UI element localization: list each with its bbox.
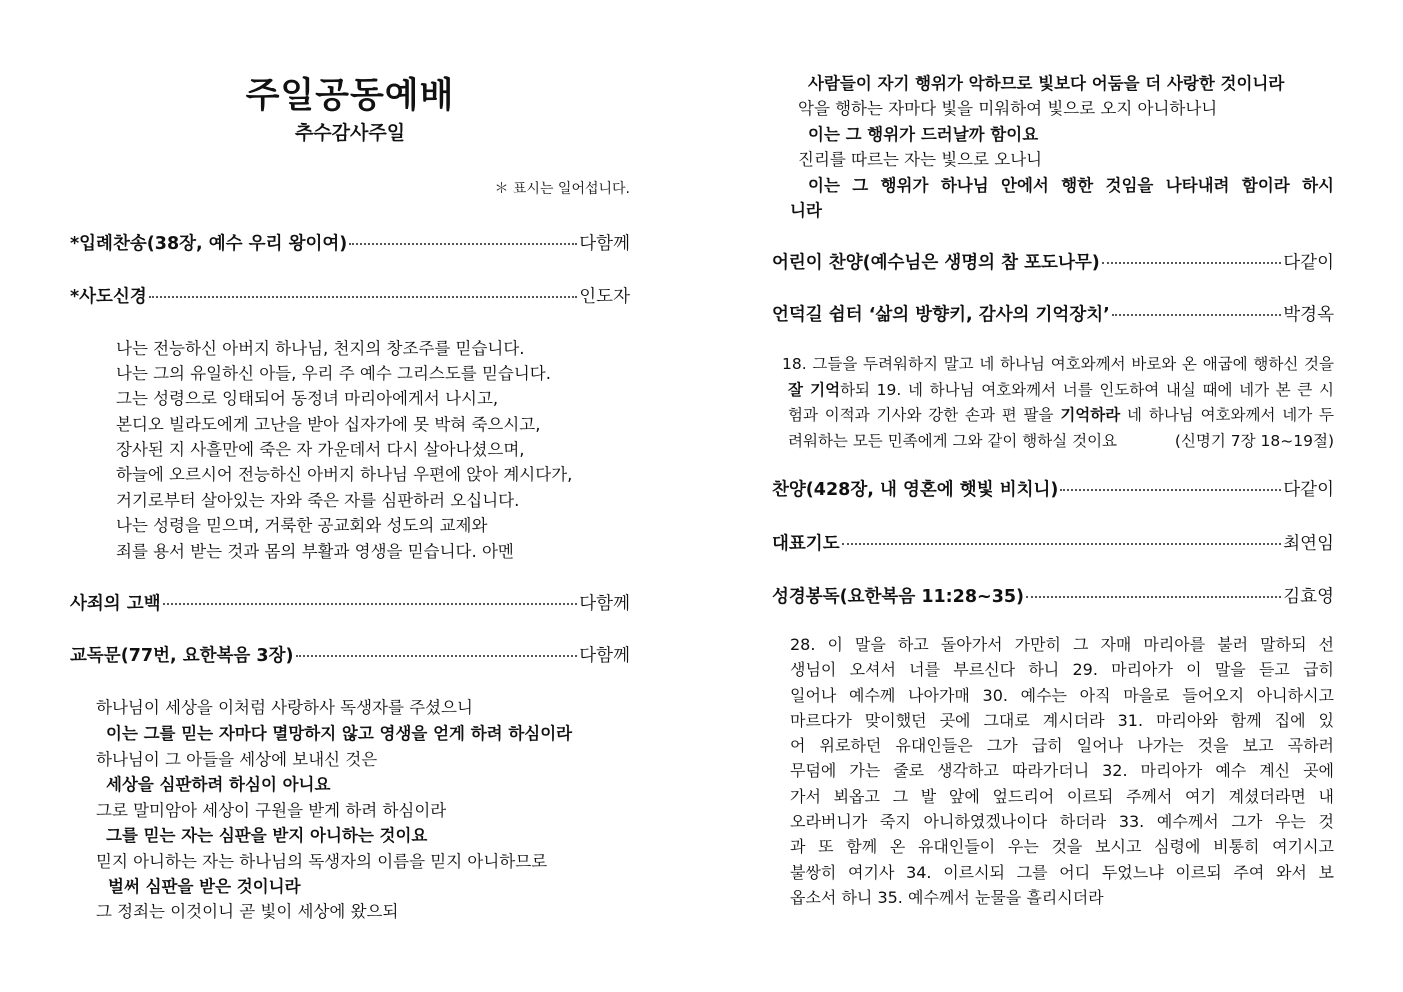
order-leader: 최연임 (1283, 534, 1334, 554)
responsive-leader-line: 그로 말미암아 세상이 구원을 받게 하려 하심이라 (96, 801, 447, 820)
leader-dots (1060, 489, 1281, 491)
passage-line: 가서 뵈옵고 그 발 앞에 엎드리어 이르되 주께서 여기 계셨더라면 내 (790, 786, 1334, 806)
deuteronomy-passage (782, 352, 1334, 454)
responsive-congregation-line: 이는 그를 믿는 자마다 멸망하지 않고 영생을 얻게 하려 하심이라 (106, 724, 573, 743)
order-label: 찬양(428장, 내 영혼에 햇빛 비치니) (772, 480, 1059, 500)
responsive-congregation-line: 사람들이 자기 행위가 악하므로 빛보다 어둠을 더 사랑한 것이니라 (808, 74, 1285, 93)
order-item-children-praise (772, 249, 1334, 274)
order-label: 성경봉독(요한복음 11:28~35) (772, 587, 1025, 607)
passage-text: 험과 이적과 기사와 강한 손과 편 팔을 (788, 406, 1061, 425)
responsive-congregation-line: 니라 (790, 201, 822, 220)
passage-text: 네 하나님 여호와께서 네가 두 (1120, 406, 1334, 425)
passage-line (782, 429, 1334, 455)
passage-line: 과 또 함께 온 유대인들이 우는 것을 보시고 심령에 비통히 여기시고 (790, 837, 1334, 857)
creed-line: 죄를 용서 받는 것과 몸의 부활과 영생을 믿습니다. 아멘 (116, 542, 514, 561)
passage-line: 오라버니가 죽지 아니하였겠나이다 하더라 33. 예수께서 그가 우는 것 (790, 812, 1334, 832)
passage-text: 하되 19. 네 하나님 여호와께서 너를 인도하여 내실 때에 네가 본 큰 시 (840, 380, 1334, 399)
responsive-congregation-line: 벌써 심판을 받은 것이니라 (108, 877, 301, 896)
john-passage (790, 632, 1334, 910)
creed-line: 나는 성령을 믿으며, 거룩한 공교회와 성도의 교제와 (116, 516, 488, 535)
emphasis-text: 잘 기억 (788, 380, 841, 399)
leader-dots (349, 243, 577, 245)
responsive-leader-line: 악을 행하는 자마다 빛을 미워하여 빛으로 오지 아니하나니 (798, 99, 1218, 118)
leader-dots (1112, 314, 1281, 316)
order-item-confession (70, 590, 630, 615)
order-item-responsive-reading (70, 642, 630, 667)
order-label: *사도신경 (70, 287, 147, 307)
passage-line: 18. 그들을 두려워하지 말고 네 하나님 여호와께서 바로와 온 애굽에 행하신 것을 (782, 355, 1334, 373)
passage-text: 려워하는 모든 민족에게 그와 같이 행하실 것이요 (788, 431, 1118, 450)
passage-line: 무덤에 가는 줄로 생각하고 따라가더니 32. 마리아가 예수 계신 곳에 (790, 761, 1334, 781)
order-label: *입례찬송(38장, 예수 우리 왕이여) (70, 234, 348, 254)
order-label: 어린이 찬양(예수님은 생명의 참 포도나무) (772, 253, 1100, 273)
order-item-creed (70, 283, 630, 308)
leader-dots (149, 296, 578, 298)
order-item-prayer (772, 530, 1334, 555)
order-leader: 다같이 (1283, 480, 1334, 500)
leader-dots (842, 543, 1282, 545)
order-leader: 김효영 (1283, 587, 1334, 607)
creed-line: 본디오 빌라도에게 고난을 받아 십자가에 못 박혀 죽으시고, (116, 415, 541, 434)
creed-line: 거기로부터 살아있는 자와 죽은 자를 심판하러 오십니다. (116, 491, 520, 510)
emphasis-text: 기억하라 (1060, 406, 1121, 425)
responsive-congregation-line: 이는 그 행위가 하나님 안에서 행한 것임을 나타내려 함이라 하시 (808, 176, 1334, 195)
order-label: 교독문(77번, 요한복음 3장) (70, 646, 294, 666)
responsive-leader-line: 진리를 따르는 자는 빛으로 오나니 (798, 150, 1043, 169)
page-subtitle: 추수감사주일 (294, 122, 406, 144)
passage-line: 옵소서 하니 35. 예수께서 눈물을 흘리시더라 (790, 887, 1104, 907)
order-leader: 인도자 (579, 287, 630, 307)
order-label: 대표기도 (772, 534, 840, 554)
leader-dots (1102, 262, 1282, 264)
order-item-rest-corner (772, 301, 1334, 326)
standing-note: ＊ 표시는 일어섭니다. (494, 181, 630, 197)
responsive-congregation-line: 그를 믿는 자는 심판을 받지 아니하는 것이요 (106, 826, 428, 845)
responsive-leader-line: 믿지 아니하는 자는 하나님의 독생자의 이름을 믿지 아니하므로 (96, 852, 548, 871)
responsive-leader-line: 그 정죄는 이것이니 곧 빛이 세상에 왔으되 (96, 902, 399, 921)
passage-line: 마르다가 맞이했던 곳에 그대로 계시더라 31. 마리아와 함께 집에 있 (790, 710, 1334, 730)
creed-line: 나는 그의 유일하신 아들, 우리 주 예수 그리스도를 믿습니다. (116, 364, 551, 383)
passage-line: 생님이 오셔서 너를 부르신다 하니 29. 마리아가 이 말을 듣고 급히 (790, 660, 1334, 680)
creed-line: 나는 전능하신 아버지 하나님, 천지의 창조주를 믿습니다. (116, 339, 525, 358)
order-item-opening-hymn (70, 230, 630, 255)
order-item-hymn (772, 476, 1334, 501)
creed-line: 하늘에 오르시어 전능하신 아버지 하나님 우편에 앉아 계시다가, (116, 465, 573, 484)
order-leader: 다함께 (579, 234, 630, 254)
leader-dots (1026, 596, 1281, 598)
order-leader: 박경옥 (1283, 305, 1334, 325)
passage-line (782, 403, 1334, 429)
passage-line: 일어나 예수께 나아가매 30. 예수는 아직 마을로 들어오지 아니하시고 (790, 685, 1334, 705)
passage-line: 불쌍히 여기사 34. 이르시되 그를 어디 두었느냐 이르되 주여 와서 보 (790, 862, 1334, 882)
responsive-congregation-line: 세상을 심판하려 하심이 아니요 (106, 775, 331, 794)
order-leader: 다같이 (1283, 253, 1334, 273)
scripture-reference: (신명기 7장 18~19절) (1174, 431, 1334, 450)
leader-dots (296, 655, 578, 657)
passage-line: 28. 이 말을 하고 돌아가서 가만히 그 자매 마리아를 불러 말하되 선 (790, 635, 1334, 654)
page-title: 주일공동예배 (245, 76, 455, 116)
creed-line: 그는 성령으로 잉태되어 동정녀 마리아에게서 나시고, (116, 389, 499, 408)
passage-line: 어 위로하던 유대인들은 그가 급히 일어나 나가는 것을 보고 곡하러 (790, 736, 1334, 756)
creed-line: 장사된 지 사흘만에 죽은 자 가운데서 다시 살아나셨으며, (116, 440, 525, 459)
responsive-congregation-line: 이는 그 행위가 드러날까 함이요 (808, 125, 1039, 144)
order-label: 사죄의 고백 (70, 594, 161, 614)
leader-dots (163, 603, 578, 605)
order-item-scripture-reading (772, 583, 1334, 608)
responsive-leader-line: 하나님이 그 아들을 세상에 보내신 것은 (96, 750, 378, 769)
order-label: 언덕길 쉼터 ‘삶의 방향키, 감사의 기억장치’ (772, 305, 1110, 325)
order-leader: 다함께 (579, 594, 630, 614)
responsive-leader-line: 하나님이 세상을 이처럼 사랑하사 독생자를 주셨으니 (96, 698, 473, 717)
order-leader: 다함께 (579, 646, 630, 666)
passage-line (782, 378, 1334, 404)
